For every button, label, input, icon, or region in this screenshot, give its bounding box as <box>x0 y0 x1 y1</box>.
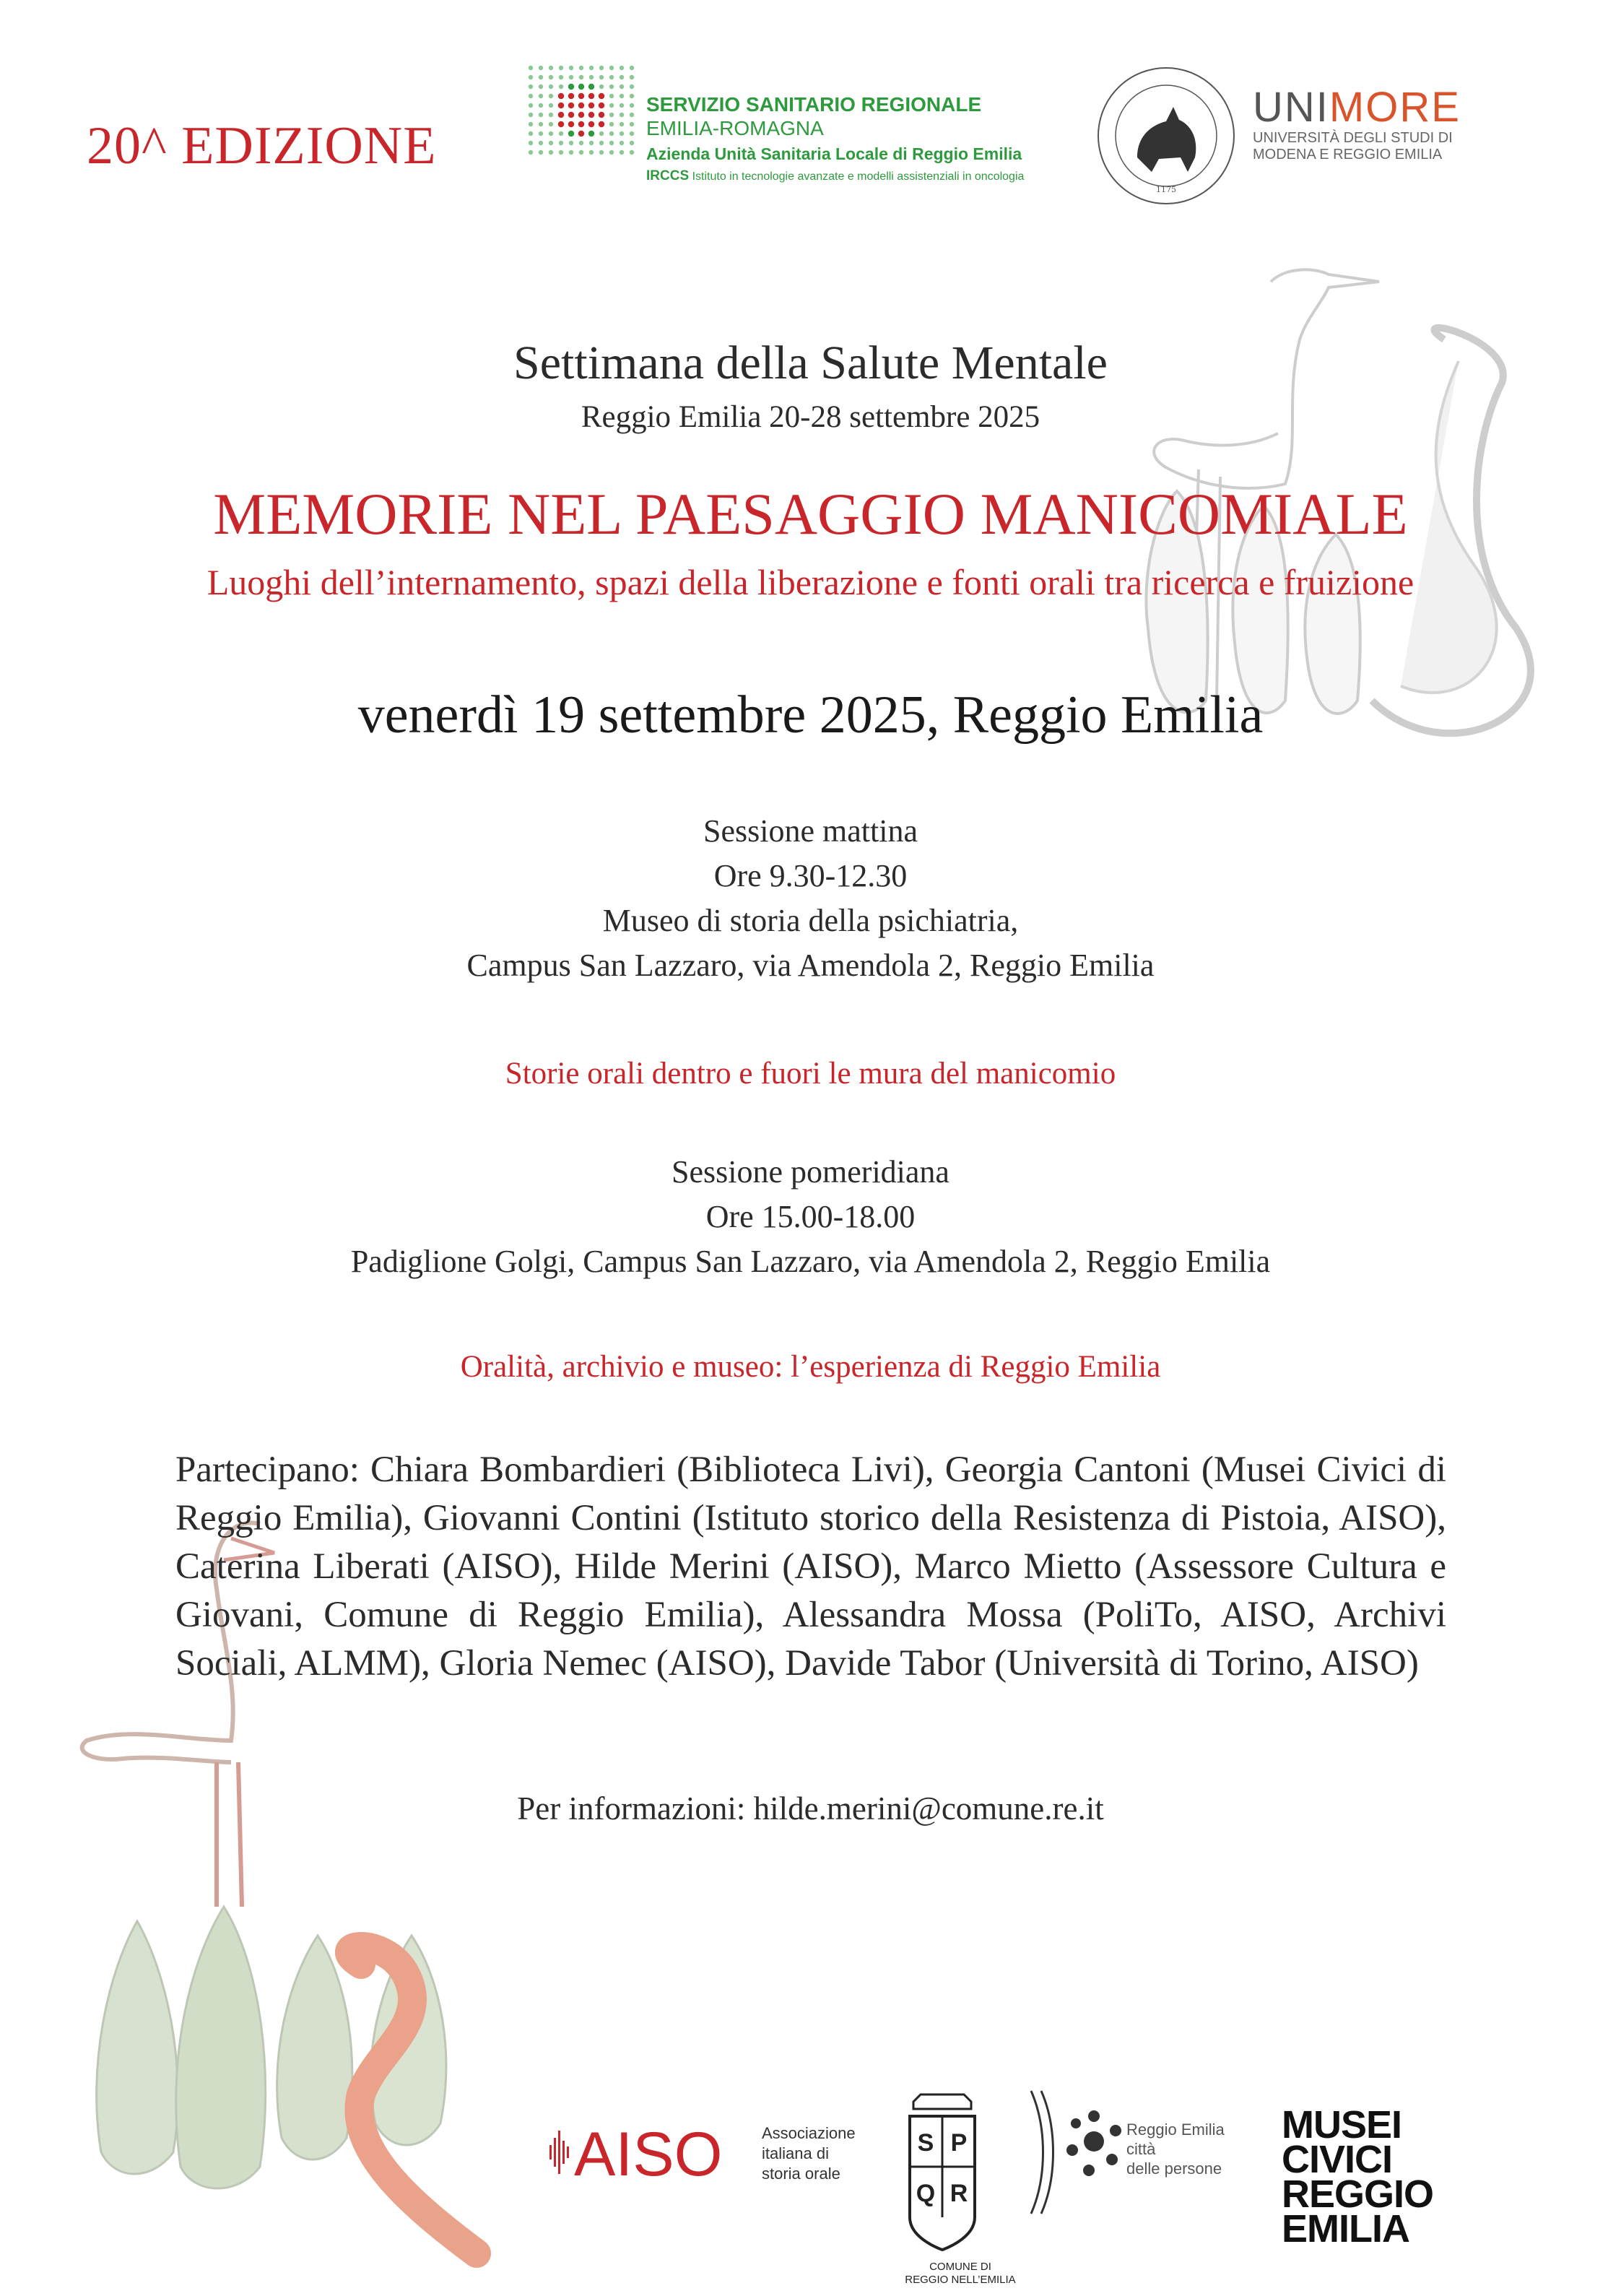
ssr-dot <box>620 66 624 70</box>
ssr-dot <box>539 75 543 79</box>
ssr-dot <box>589 150 594 155</box>
ssr-logo-text <box>646 92 1024 187</box>
ssr-dot <box>529 103 533 108</box>
afternoon-place: Padiglione Golgi, Campus San Lazzaro, via Amendola 2, Reggio Emilia <box>350 1244 1271 1279</box>
ssr-dot <box>620 85 624 89</box>
ssr-dot <box>630 66 634 70</box>
ssr-dot <box>620 131 624 136</box>
ssr-dot <box>620 94 624 98</box>
ssr-dot <box>578 121 584 127</box>
afternoon-label: Sessione pomeridiana <box>672 1154 949 1190</box>
ssr-dot <box>599 121 604 127</box>
ssr-dot <box>579 66 583 70</box>
aiso-logo-icon <box>545 2109 755 2196</box>
ssr-dot <box>559 75 563 79</box>
ssr-dot <box>529 66 533 70</box>
ssr-dot <box>569 150 573 155</box>
event-subtitle: Luoghi dell’internamento, spazi della liberazione e fonti orali tra ricerca e fruizione <box>207 562 1414 602</box>
morning-topic: Storie orali dentro e fuori le mura del manicomio <box>505 1057 1116 1091</box>
ssr-dot <box>609 85 614 89</box>
ssr-dot <box>599 75 604 79</box>
comune-letter-r: R <box>949 2180 968 2207</box>
unimore-logo-text <box>1253 85 1461 163</box>
ssr-dot <box>630 122 634 126</box>
ssr-dot <box>578 103 584 108</box>
ssr-dot <box>620 122 624 126</box>
ssr-dot <box>630 85 634 89</box>
ssr-dot <box>588 103 594 108</box>
afternoon-time: Ore 15.00-18.00 <box>705 1199 916 1234</box>
ssr-dot <box>568 93 574 99</box>
unimore-name <box>1253 85 1461 130</box>
ssr-dot <box>620 141 624 145</box>
ssr-dot <box>568 112 574 118</box>
ssr-line3: Azienda Unità Sanitaria Locale di Reggio Emilia <box>646 144 1022 163</box>
comune-line1: COMUNE DI <box>929 2261 991 2273</box>
ssr-irccs: IRCCS <box>646 168 690 183</box>
ssr-dot <box>620 103 624 108</box>
comune-letter-q: Q <box>916 2180 936 2207</box>
ssr-dot <box>588 112 594 118</box>
ssr-dot <box>539 131 543 136</box>
ssr-line2: EMILIA-ROMAGNA <box>646 117 824 139</box>
ssr-dot <box>588 121 594 127</box>
ssr-dot <box>539 103 543 108</box>
aiso-logo-text: AISO <box>574 2120 723 2189</box>
ssr-irccs-desc: Istituto in tecnologie avanzate e modelli assistenziali in oncologia <box>692 170 1025 183</box>
ssr-dot <box>529 122 533 126</box>
unimore-seal-icon <box>1094 64 1238 208</box>
reggio-line1: Reggio Emilia <box>1126 2120 1225 2139</box>
ssr-dot <box>588 93 594 99</box>
ssr-dot <box>609 150 614 155</box>
ssr-dot <box>589 141 594 145</box>
series-title: Settimana della Salute Mentale <box>513 337 1108 389</box>
musei-line4: EMILIA <box>1282 2207 1409 2250</box>
comune-line2: REGGIO NELL’EMILIA <box>905 2274 1016 2286</box>
series-dates: Reggio Emilia 20-28 settembre 2025 <box>581 400 1040 434</box>
ssr-dot <box>558 103 564 108</box>
ssr-dot <box>609 141 614 145</box>
ssr-dot <box>558 121 564 127</box>
ssr-dot <box>568 103 574 108</box>
ssr-dot <box>630 131 634 136</box>
ssr-dot <box>579 141 583 145</box>
ssr-dot <box>539 150 543 155</box>
ssr-dot <box>549 103 553 108</box>
ssr-dot <box>630 94 634 98</box>
ssr-dot <box>549 122 553 126</box>
ssr-dot <box>529 113 533 117</box>
ssr-dot <box>599 93 604 99</box>
ssr-dot <box>620 75 624 79</box>
ssr-dot <box>559 66 563 70</box>
ssr-dot <box>599 66 604 70</box>
unimore-sub1: UNIVERSITÀ DEGLI STUDI DI <box>1253 130 1453 146</box>
comune-caption <box>866 2261 1054 2287</box>
musei-civici-logo <box>1282 2103 1434 2250</box>
ssr-dot <box>549 94 553 98</box>
ssr-dot <box>549 66 553 70</box>
ssr-dot <box>568 121 574 127</box>
morning-place-line2: Campus San Lazzaro, via Amendola 2, Reggio Emilia <box>466 948 1155 983</box>
musei-line2: CIVICI <box>1282 2138 1393 2181</box>
ssr-dot <box>569 66 573 70</box>
ssr-dot <box>599 150 604 155</box>
ssr-dot <box>599 141 604 145</box>
ssr-dot <box>539 113 543 117</box>
ssr-dot <box>589 66 594 70</box>
ssr-dot <box>558 93 564 99</box>
ssr-dot <box>599 112 604 118</box>
ssr-dot <box>578 112 584 118</box>
ssr-dot <box>609 94 614 98</box>
ssr-dot <box>609 131 614 136</box>
comune-letter-p: P <box>950 2129 968 2157</box>
ssr-dot <box>549 131 553 136</box>
edition-label: 20^ EDIZIONE <box>87 116 437 176</box>
ssr-dot <box>609 122 614 126</box>
ssr-dot <box>529 150 533 155</box>
ssr-dot <box>588 84 594 90</box>
ssr-dot <box>620 150 624 155</box>
ssr-dot <box>630 113 634 117</box>
reggio-caption <box>1126 2120 1225 2178</box>
comune-coat-of-arms-icon <box>885 2080 1000 2261</box>
ssr-dot <box>549 113 553 117</box>
morning-time: Ore 9.30-12.30 <box>713 858 908 893</box>
musei-line1: MUSEI <box>1282 2103 1402 2146</box>
ssr-dot <box>579 150 583 155</box>
ssr-dot <box>630 103 634 108</box>
ssr-dot <box>578 84 584 90</box>
reggio-line3: delle persone <box>1126 2159 1222 2178</box>
ssr-dot <box>620 113 624 117</box>
ssr-dot <box>539 94 543 98</box>
event-date: venerdì 19 settembre 2025, Reggio Emilia <box>357 685 1264 745</box>
ssr-dot <box>559 150 563 155</box>
ssr-dot <box>569 75 573 79</box>
ssr-dot <box>529 85 533 89</box>
ssr-dot <box>599 131 604 136</box>
ssr-dot <box>599 103 604 108</box>
ssr-dot <box>630 141 634 145</box>
afternoon-session <box>0 1150 1621 1284</box>
ssr-dot <box>578 131 584 137</box>
ssr-dot <box>539 141 543 145</box>
ssr-dot <box>549 141 553 145</box>
aiso-caption <box>762 2123 856 2184</box>
ssr-line1: SERVIZIO SANITARIO REGIONALE <box>646 93 982 116</box>
morning-session <box>0 809 1621 988</box>
event-title: MEMORIE NEL PAESAGGIO MANICOMIALE <box>213 481 1408 547</box>
ssr-dot <box>549 85 553 89</box>
ssr-line4 <box>646 166 1024 187</box>
unimore-seal-year: 1175 <box>1156 185 1176 194</box>
ssr-dot <box>609 66 614 70</box>
ssr-dot <box>579 75 583 79</box>
unimore-name-b: MORE <box>1329 84 1461 131</box>
ssr-dot <box>589 75 594 79</box>
unimore-sub2: MODENA E REGGIO EMILIA <box>1253 147 1443 163</box>
ssr-dot <box>539 85 543 89</box>
ssr-dot <box>559 85 563 89</box>
ssr-dot <box>568 84 574 90</box>
ssr-dot <box>529 94 533 98</box>
ssr-logo-dots-icon <box>523 62 639 163</box>
ssr-dot <box>549 75 553 79</box>
unimore-name-a: UNI <box>1253 84 1329 131</box>
ssr-dot <box>559 141 563 145</box>
ssr-dot <box>539 122 543 126</box>
ssr-dot <box>609 103 614 108</box>
ssr-dot <box>529 141 533 145</box>
ssr-dot <box>529 131 533 136</box>
ssr-dot <box>588 131 594 137</box>
ssr-dot <box>609 75 614 79</box>
morning-label: Sessione mattina <box>703 813 918 849</box>
ssr-dot <box>559 131 563 136</box>
contact-info: Per informazioni: hilde.merini@comune.re.it <box>517 1790 1104 1827</box>
reggio-citta-delle-persone-icon <box>1025 2084 1126 2221</box>
afternoon-topic: Oralità, archivio e museo: l’esperienza di Reggio Emilia <box>460 1350 1161 1384</box>
morning-place-line1: Museo di storia della psichiatria, <box>602 903 1019 938</box>
participants-paragraph: Partecipano: Chiara Bombardieri (Biblioteca Livi), Georgia Cantoni (Musei Civici di Reggio Emilia), Giovanni Contini (Istituto storico della Resistenza di Pistoia, AISO), Caterina Liberati (AISO), Hilde Merini (AISO), Marco Mietto (Assessore Cultura e Giovani, Comune di Reggio Emilia), Alessandra Mossa (PoliTo, AISO, Archivi Sociali, ALMM), Gloria Nemec (AISO), Davide Tabor (Università di Torino, AISO) <box>175 1450 1446 1684</box>
aiso-line3: storia orale <box>762 2165 840 2183</box>
ssr-dot <box>630 75 634 79</box>
ssr-dot <box>578 93 584 99</box>
ssr-dot <box>630 150 634 155</box>
ssr-dot <box>569 141 573 145</box>
ssr-dot <box>599 85 604 89</box>
ssr-dot <box>529 75 533 79</box>
ssr-dot <box>568 131 574 137</box>
ssr-dot <box>609 113 614 117</box>
musei-line3: REGGIO <box>1282 2172 1434 2216</box>
aiso-line2: italiana di <box>762 2144 829 2162</box>
ssr-dot <box>558 112 564 118</box>
aiso-line1: Associazione <box>762 2124 856 2142</box>
ssr-dot <box>549 150 553 155</box>
ssr-dot <box>539 66 543 70</box>
comune-letter-s: S <box>917 2129 934 2157</box>
reggio-line2: città <box>1126 2140 1156 2158</box>
